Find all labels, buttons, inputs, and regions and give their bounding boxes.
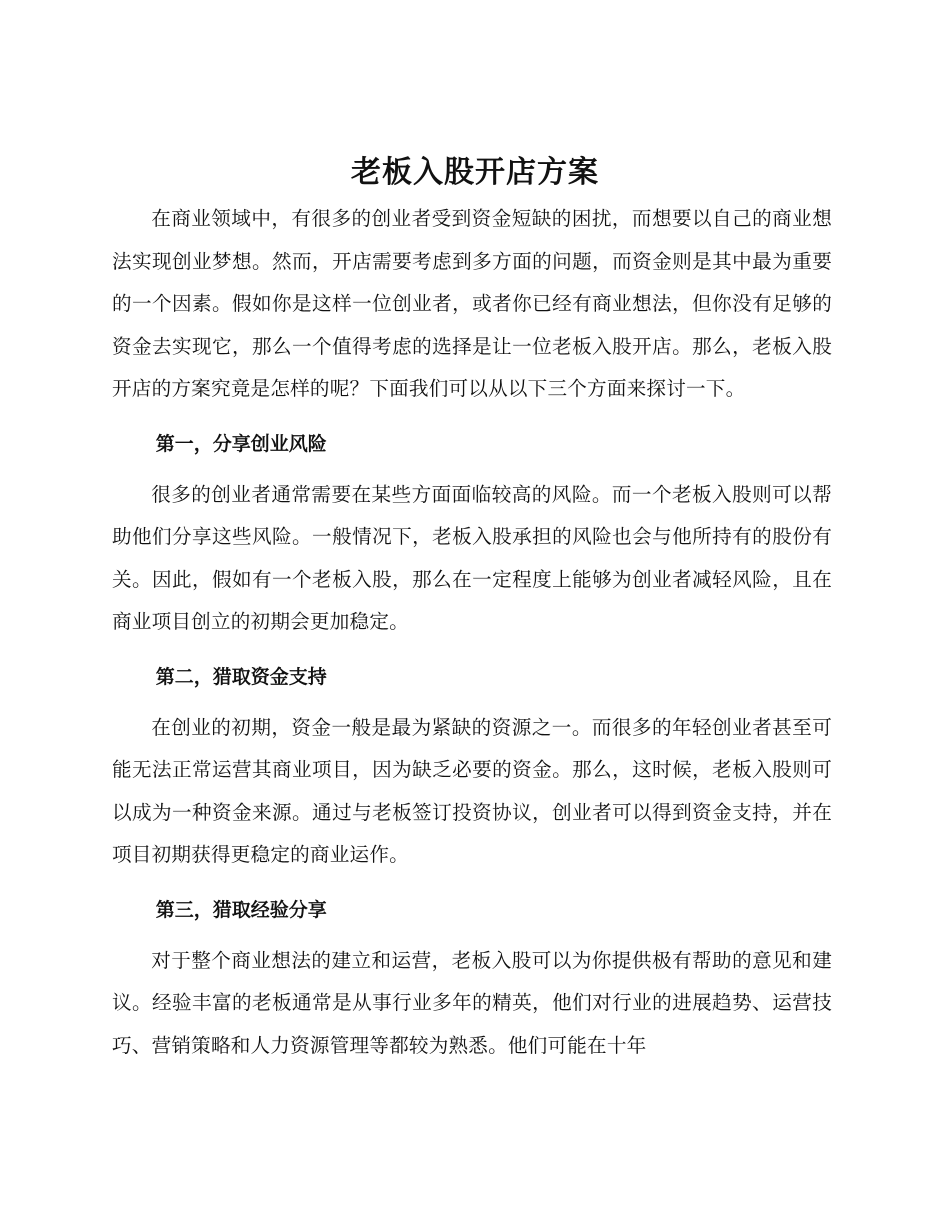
document-title: 老板入股开店方案 [351,155,599,190]
section-heading-2: 第二，猎取资金支持 [155,665,327,688]
section-heading-3: 第三，猎取经验分享 [155,898,327,921]
section-heading-1: 第一，分享创业风险 [155,432,327,455]
document-body [112,198,832,1067]
section-paragraph-1: 很多的创业者通常需要在某些方面面临较高的风险。而一个老板入股则可以帮助他们分享这些风险。一般情况下，老板入股承担的风险也会与他所持有的股份有关。因此，假如有一个老板入股，那么在一定程度上能够为创业者减轻风险，且在商业项目创立的初期会更加稳定。 [112,482,832,634]
section-paragraph-3: 对于整个商业想法的建立和运营，老板入股可以为你提供极有帮助的意见和建议。经验丰富的老板通常是从事行业多年的精英，他们对行业的进展趋势、运营技巧、营销策略和人力资源管理等都较为熟悉。他们可能在十年 [112,948,832,1057]
intro-paragraph: 在商业领域中，有很多的创业者受到资金短缺的困扰，而想要以自己的商业想法实现创业梦想。然而，开店需要考虑到多方面的问题，而资金则是其中最为重要的一个因素。假如你是这样一位创业者，或者你已经有商业想法，但你没有足够的资金去实现它，那么一个值得考虑的选择是让一位老板入股开店。那么，老板入股开店的方案究竟是怎样的呢？下面我们可以从以下三个方面来探讨一下。 [112,207,832,401]
section-paragraph-2: 在创业的初期，资金一般是最为紧缺的资源之一。而很多的年轻创业者甚至可能无法正常运营其商业项目，因为缺乏必要的资金。那么，这时候，老板入股则可以成为一种资金来源。通过与老板签订投资协议，创业者可以得到资金支持，并在项目初期获得更稳定的商业运作。 [112,715,832,867]
